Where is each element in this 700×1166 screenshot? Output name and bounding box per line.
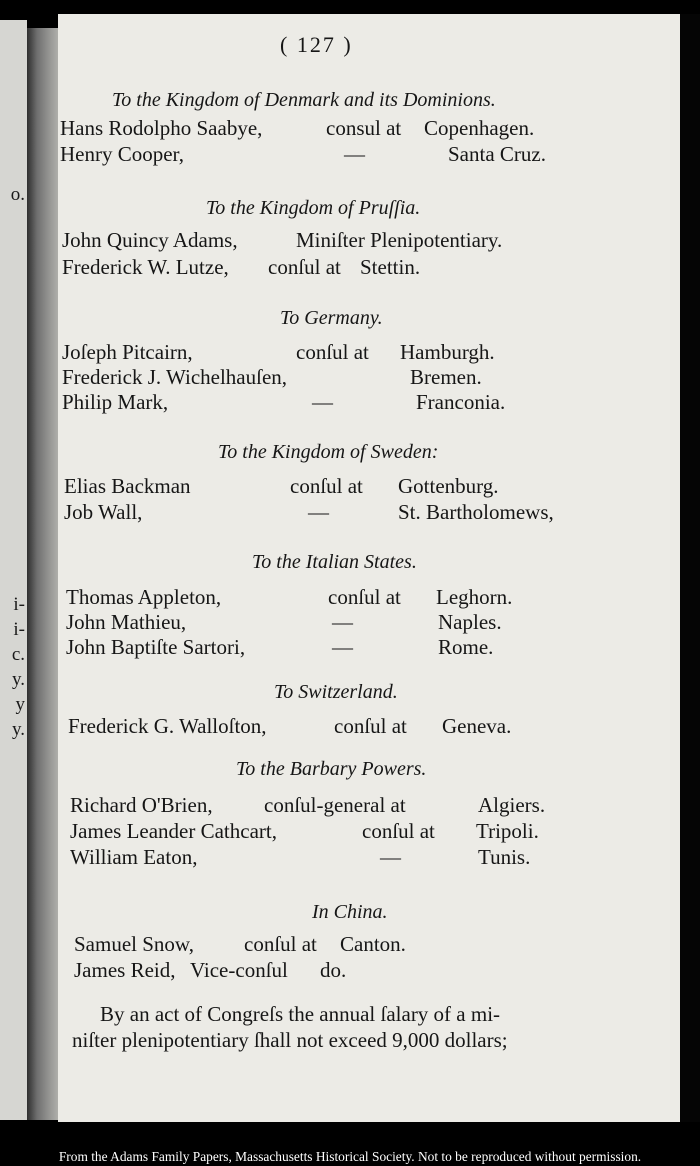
margin-fragment: y. xyxy=(11,719,25,740)
entry-place: Tunis. xyxy=(478,845,531,869)
entry-place: do. xyxy=(320,958,347,982)
entry-role: — xyxy=(332,635,353,659)
section-heading: To the Italian States. xyxy=(252,551,417,573)
entry-name: Richard O'Brien, xyxy=(70,793,213,817)
entry-name: John Mathieu, xyxy=(66,610,187,634)
entry-place: Leghorn. xyxy=(436,585,513,609)
entry-name: Thomas Appleton, xyxy=(66,585,222,609)
entry-name: John Baptiſte Sartori, xyxy=(66,635,246,659)
entry-name: James Reid, xyxy=(74,958,176,982)
entry-role: consul at xyxy=(326,116,402,140)
section-heading: To Germany. xyxy=(280,307,383,329)
entry-role: conſul at xyxy=(268,255,341,279)
entry-name: Frederick J. Wichelhauſen, xyxy=(62,365,288,389)
entry-role: — xyxy=(308,500,329,524)
book-gutter xyxy=(27,28,60,1120)
entry-role: Miniſter Plenipotentiary. xyxy=(296,228,503,252)
paragraph-line: niſter plenipotentiary ſhall not exceed 9,000 dollars; xyxy=(72,1028,508,1052)
entry-name: Job Wall, xyxy=(64,500,143,524)
entry-name: Philip Mark, xyxy=(62,390,169,414)
entry-place: Copenhagen. xyxy=(424,116,535,140)
margin-fragment: y. xyxy=(11,669,25,690)
entry-role: — xyxy=(344,142,365,166)
entry-place: Canton. xyxy=(340,932,406,956)
entry-role: conſul-general at xyxy=(264,793,406,817)
section-heading: To the Kingdom of Denmark and its Dominions. xyxy=(112,89,496,111)
entry-place: Geneva. xyxy=(442,714,512,738)
entry-place: Rome. xyxy=(438,635,494,659)
section-heading: To the Kingdom of Sweden: xyxy=(218,441,439,463)
entry-role: Vice-conſul xyxy=(190,958,288,982)
entry-name: Joſeph Pitcairn, xyxy=(62,340,193,364)
entry-name: William Eaton, xyxy=(70,845,198,869)
entry-name: John Quincy Adams, xyxy=(62,228,238,252)
margin-fragment: i- xyxy=(13,594,25,615)
entry-place: Franconia. xyxy=(416,390,506,414)
entry-name: Frederick G. Walloſton, xyxy=(68,714,267,738)
section-heading: To Switzerland. xyxy=(274,681,398,703)
copyright-footer: From the Adams Family Papers, Massachusetts Historical Society. Not to be reproduced without permission. xyxy=(58,1149,642,1164)
margin-fragment: i- xyxy=(13,619,25,640)
entry-place: Hamburgh. xyxy=(400,340,495,364)
entry-place: St. Bartholomews, xyxy=(398,500,554,524)
entry-name: Elias Backman xyxy=(64,474,191,498)
margin-fragment: y xyxy=(15,694,25,715)
paragraph-line: By an act of Congreſs the annual ſalary of a mi- xyxy=(100,1002,501,1026)
entry-name: Hans Rodolpho Saabye, xyxy=(60,116,263,140)
section-heading: In China. xyxy=(312,901,388,923)
entry-role: — xyxy=(312,390,333,414)
entry-name: James Leander Cathcart, xyxy=(70,819,277,843)
entry-name: Henry Cooper, xyxy=(60,142,184,166)
entry-place: Tripoli. xyxy=(476,819,539,843)
entry-place: Bremen. xyxy=(410,365,482,389)
entry-role: — xyxy=(332,610,353,634)
entry-name: Frederick W. Lutze, xyxy=(62,255,229,279)
entry-place: Santa Cruz. xyxy=(448,142,546,166)
section-heading: To the Kingdom of Pruſſia. xyxy=(206,197,421,219)
entry-place: Gottenburg. xyxy=(398,474,499,498)
right-edge xyxy=(680,14,700,1122)
entry-role: conſul at xyxy=(334,714,407,738)
entry-place: Stettin. xyxy=(360,255,421,279)
section-heading: To the Barbary Powers. xyxy=(236,758,427,780)
adjacent-page-margin xyxy=(0,20,27,1120)
entry-place: Algiers. xyxy=(478,793,546,817)
book-page xyxy=(58,14,680,1122)
entry-place: Naples. xyxy=(438,610,502,634)
entry-role: conſul at xyxy=(362,819,435,843)
entry-name: Samuel Snow, xyxy=(74,932,194,956)
margin-fragment: o. xyxy=(10,184,25,205)
entry-role: conſul at xyxy=(296,340,369,364)
entry-role: conſul at xyxy=(244,932,317,956)
entry-role: conſul at xyxy=(290,474,363,498)
entry-role: — xyxy=(380,845,401,869)
margin-fragment: c. xyxy=(11,644,25,665)
entry-role: conſul at xyxy=(328,585,401,609)
page-number: ( 127 ) xyxy=(280,32,353,57)
